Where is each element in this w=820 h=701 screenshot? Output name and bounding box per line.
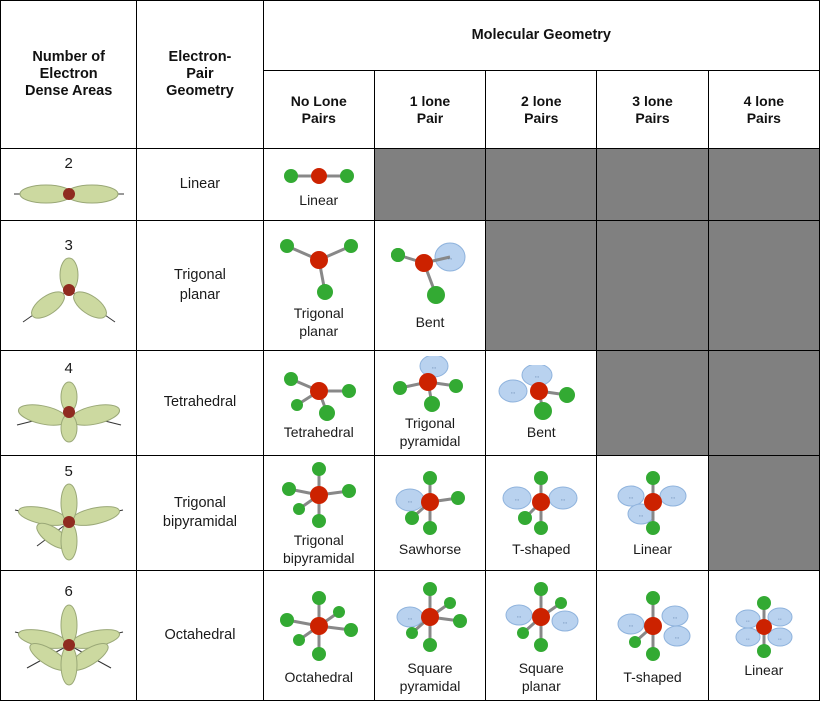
cell-molecular-trigonal-bipyramidal	[263, 456, 374, 571]
header-three-lone-pairs	[597, 71, 708, 149]
cell-molecular-bent-4	[486, 351, 597, 456]
orbital-diagram-octahedral-icon	[7, 602, 131, 688]
header-line: 3 lone	[632, 92, 673, 109]
header-line: 1 lone	[409, 92, 451, 109]
header-line: Electron	[39, 65, 98, 82]
cell-blocked	[597, 149, 708, 221]
molecule-linear-icon	[605, 468, 701, 540]
molecule-t-shaped-icon	[493, 468, 589, 540]
cell-molecular-linear	[263, 149, 374, 221]
cell-molecular-octahedral	[263, 571, 374, 701]
cell-blocked	[708, 221, 819, 351]
svg-text:∙∙: ∙∙	[745, 617, 750, 625]
molecule-linear-icon	[718, 593, 810, 661]
cell-blocked	[708, 149, 819, 221]
molecular-geometry-label: Linear	[633, 541, 672, 558]
header-line: Pair	[186, 65, 214, 82]
svg-text:∙∙: ∙∙	[407, 613, 413, 623]
table-row	[1, 351, 820, 456]
header-line: No Lone	[290, 92, 347, 109]
header-line: Electron-	[168, 48, 232, 65]
cell-electron-dense-areas-4	[1, 351, 137, 456]
electron-area-count: 4	[64, 360, 73, 377]
header-two-lone-pairs	[486, 71, 597, 149]
molecule-square-pyramidal-icon	[382, 577, 478, 659]
molecular-geometry-label: Bent	[526, 424, 556, 441]
header-molecular-geometry: Molecular Geometry	[263, 1, 819, 71]
molecular-geometry-label: Sawhorse	[398, 541, 462, 558]
ep-geometry-label: bipyramidal	[162, 514, 238, 530]
header-line: 2 lone	[521, 92, 562, 109]
cell-blocked	[708, 456, 819, 571]
electron-area-count: 6	[64, 582, 73, 600]
molecular-geometry-label: Trigonal	[293, 532, 344, 549]
cell-molecular-sawhorse	[374, 456, 485, 571]
ep-geometry-label: Octahedral	[164, 626, 236, 643]
cell-ep-geometry-octahedral	[137, 571, 263, 701]
svg-text:∙∙: ∙∙	[511, 388, 516, 398]
cell-ep-geometry-trigonal-planar	[137, 221, 263, 351]
cell-molecular-bent-3	[374, 221, 485, 351]
molecular-geometry-label: Trigonal	[404, 415, 456, 432]
molecule-octahedral-icon	[271, 586, 367, 668]
header-no-lone-pairs	[263, 71, 374, 149]
svg-text:∙∙: ∙∙	[431, 363, 437, 373]
orbital-diagram-tetrahedral-icon	[7, 379, 131, 445]
molecular-geometry-label: planar	[299, 322, 339, 339]
svg-text:∙∙: ∙∙	[670, 493, 675, 503]
ep-geometry-label: planar	[179, 286, 221, 303]
orbital-diagram-trigonal-planar-icon	[9, 256, 129, 334]
ep-geometry-label: Trigonal	[174, 494, 226, 511]
table-header-row-1	[1, 1, 820, 71]
cell-molecular-linear-5	[597, 456, 708, 571]
cell-blocked	[597, 351, 708, 456]
svg-text:∙∙: ∙∙	[628, 493, 633, 503]
header-electron-dense-areas	[1, 1, 137, 149]
electron-area-count: 2	[64, 154, 73, 172]
svg-text:∙∙: ∙∙	[672, 612, 677, 622]
ep-geometry-label: Tetrahedral	[163, 394, 237, 411]
header-four-lone-pairs	[708, 71, 819, 149]
svg-text:∙∙: ∙∙	[535, 372, 540, 382]
cell-electron-dense-areas-6	[1, 571, 137, 701]
molecular-geometry-label: Octahedral	[284, 668, 353, 685]
header-electron-pair-geometry	[137, 1, 263, 149]
cell-blocked	[597, 221, 708, 351]
cell-molecular-t-shaped-5	[486, 456, 597, 571]
header-line: Pairs	[301, 109, 336, 126]
header-line: Dense Areas	[24, 83, 113, 100]
orbital-diagram-trigonal-bipyramidal-icon	[7, 482, 131, 562]
molecular-geometry-label: Linear	[299, 191, 339, 208]
svg-text:∙∙: ∙∙	[777, 615, 782, 623]
cell-molecular-linear-6	[708, 571, 819, 701]
electron-area-count: 3	[64, 236, 73, 254]
molecular-geometry-label: bipyramidal	[282, 550, 355, 566]
molecular-geometry-label: planar	[521, 677, 561, 694]
svg-text:∙∙: ∙∙	[447, 253, 453, 263]
svg-text:∙∙: ∙∙	[517, 611, 522, 621]
molecule-tetrahedral-icon	[271, 365, 367, 423]
table-row	[1, 571, 820, 701]
cell-electron-dense-areas-3	[1, 221, 137, 351]
svg-text:∙∙: ∙∙	[561, 495, 566, 505]
molecule-trigonal-planar-icon	[273, 232, 365, 304]
header-line: Pairs	[635, 109, 670, 126]
molecular-geometry-label: Trigonal	[293, 304, 344, 321]
cell-blocked	[374, 149, 485, 221]
svg-text:∙∙: ∙∙	[674, 632, 679, 642]
ep-geometry-label: Trigonal	[174, 267, 226, 284]
molecule-bent-icon	[384, 241, 476, 313]
table-row	[1, 149, 820, 221]
header-one-lone-pair	[374, 71, 485, 149]
cell-molecular-t-shaped-6	[597, 571, 708, 701]
molecular-geometry-label: Square	[407, 659, 453, 676]
molecule-bent-icon	[493, 365, 589, 423]
cell-blocked	[486, 221, 597, 351]
ep-geometry-label: Linear	[179, 175, 221, 192]
svg-text:∙∙: ∙∙	[745, 635, 750, 643]
molecule-trigonal-pyramidal-icon	[382, 356, 478, 414]
molecule-square-planar-icon	[493, 577, 589, 659]
header-line: 4 lone	[743, 92, 785, 109]
cell-molecular-square-planar	[486, 571, 597, 701]
table-row	[1, 221, 820, 351]
molecule-sawhorse-icon	[382, 468, 478, 540]
cell-blocked	[708, 351, 819, 456]
table-row	[1, 456, 820, 571]
svg-text:∙∙: ∙∙	[515, 495, 520, 505]
cell-electron-dense-areas-5	[1, 456, 137, 571]
molecular-geometry-label: Square	[518, 659, 564, 676]
cell-molecular-square-pyramidal	[374, 571, 485, 701]
cell-blocked	[486, 149, 597, 221]
svg-text:∙∙: ∙∙	[777, 635, 782, 643]
cell-ep-geometry-trigonal-bipyramidal	[137, 456, 263, 571]
cell-electron-dense-areas-2	[1, 149, 137, 221]
molecular-geometry-label: pyramidal	[399, 433, 461, 449]
molecular-geometry-label: pyramidal	[399, 677, 461, 694]
molecular-geometry-label: T-shaped	[623, 668, 682, 685]
molecule-trigonal-bipyramidal-icon	[271, 459, 367, 531]
orbital-diagram-linear-icon	[10, 174, 128, 214]
molecule-t-shaped-icon	[605, 586, 701, 668]
molecule-linear-icon	[273, 161, 365, 191]
header-line: Pair	[416, 109, 444, 126]
header-line: Geometry	[166, 83, 234, 100]
svg-text:∙∙: ∙∙	[628, 620, 633, 630]
molecular-geometry-label: T-shaped	[512, 541, 571, 558]
svg-text:∙∙: ∙∙	[638, 511, 643, 521]
molecular-geometry-label: Bent	[415, 313, 445, 330]
svg-text:∙∙: ∙∙	[407, 497, 413, 507]
molecular-geometry-label: Tetrahedral	[283, 424, 354, 441]
header-line: Pairs	[746, 109, 781, 126]
cell-molecular-trigonal-pyramidal	[374, 351, 485, 456]
cell-ep-geometry-linear	[137, 149, 263, 221]
cell-molecular-tetrahedral	[263, 351, 374, 456]
svg-text:∙∙: ∙∙	[563, 617, 568, 627]
molecular-geometry-label: Linear	[744, 661, 784, 678]
header-line: Number of	[32, 48, 105, 65]
cell-ep-geometry-tetrahedral	[137, 351, 263, 456]
header-line: Pairs	[524, 109, 559, 126]
electron-area-count: 5	[64, 463, 73, 480]
cell-molecular-trigonal-planar	[263, 221, 374, 351]
